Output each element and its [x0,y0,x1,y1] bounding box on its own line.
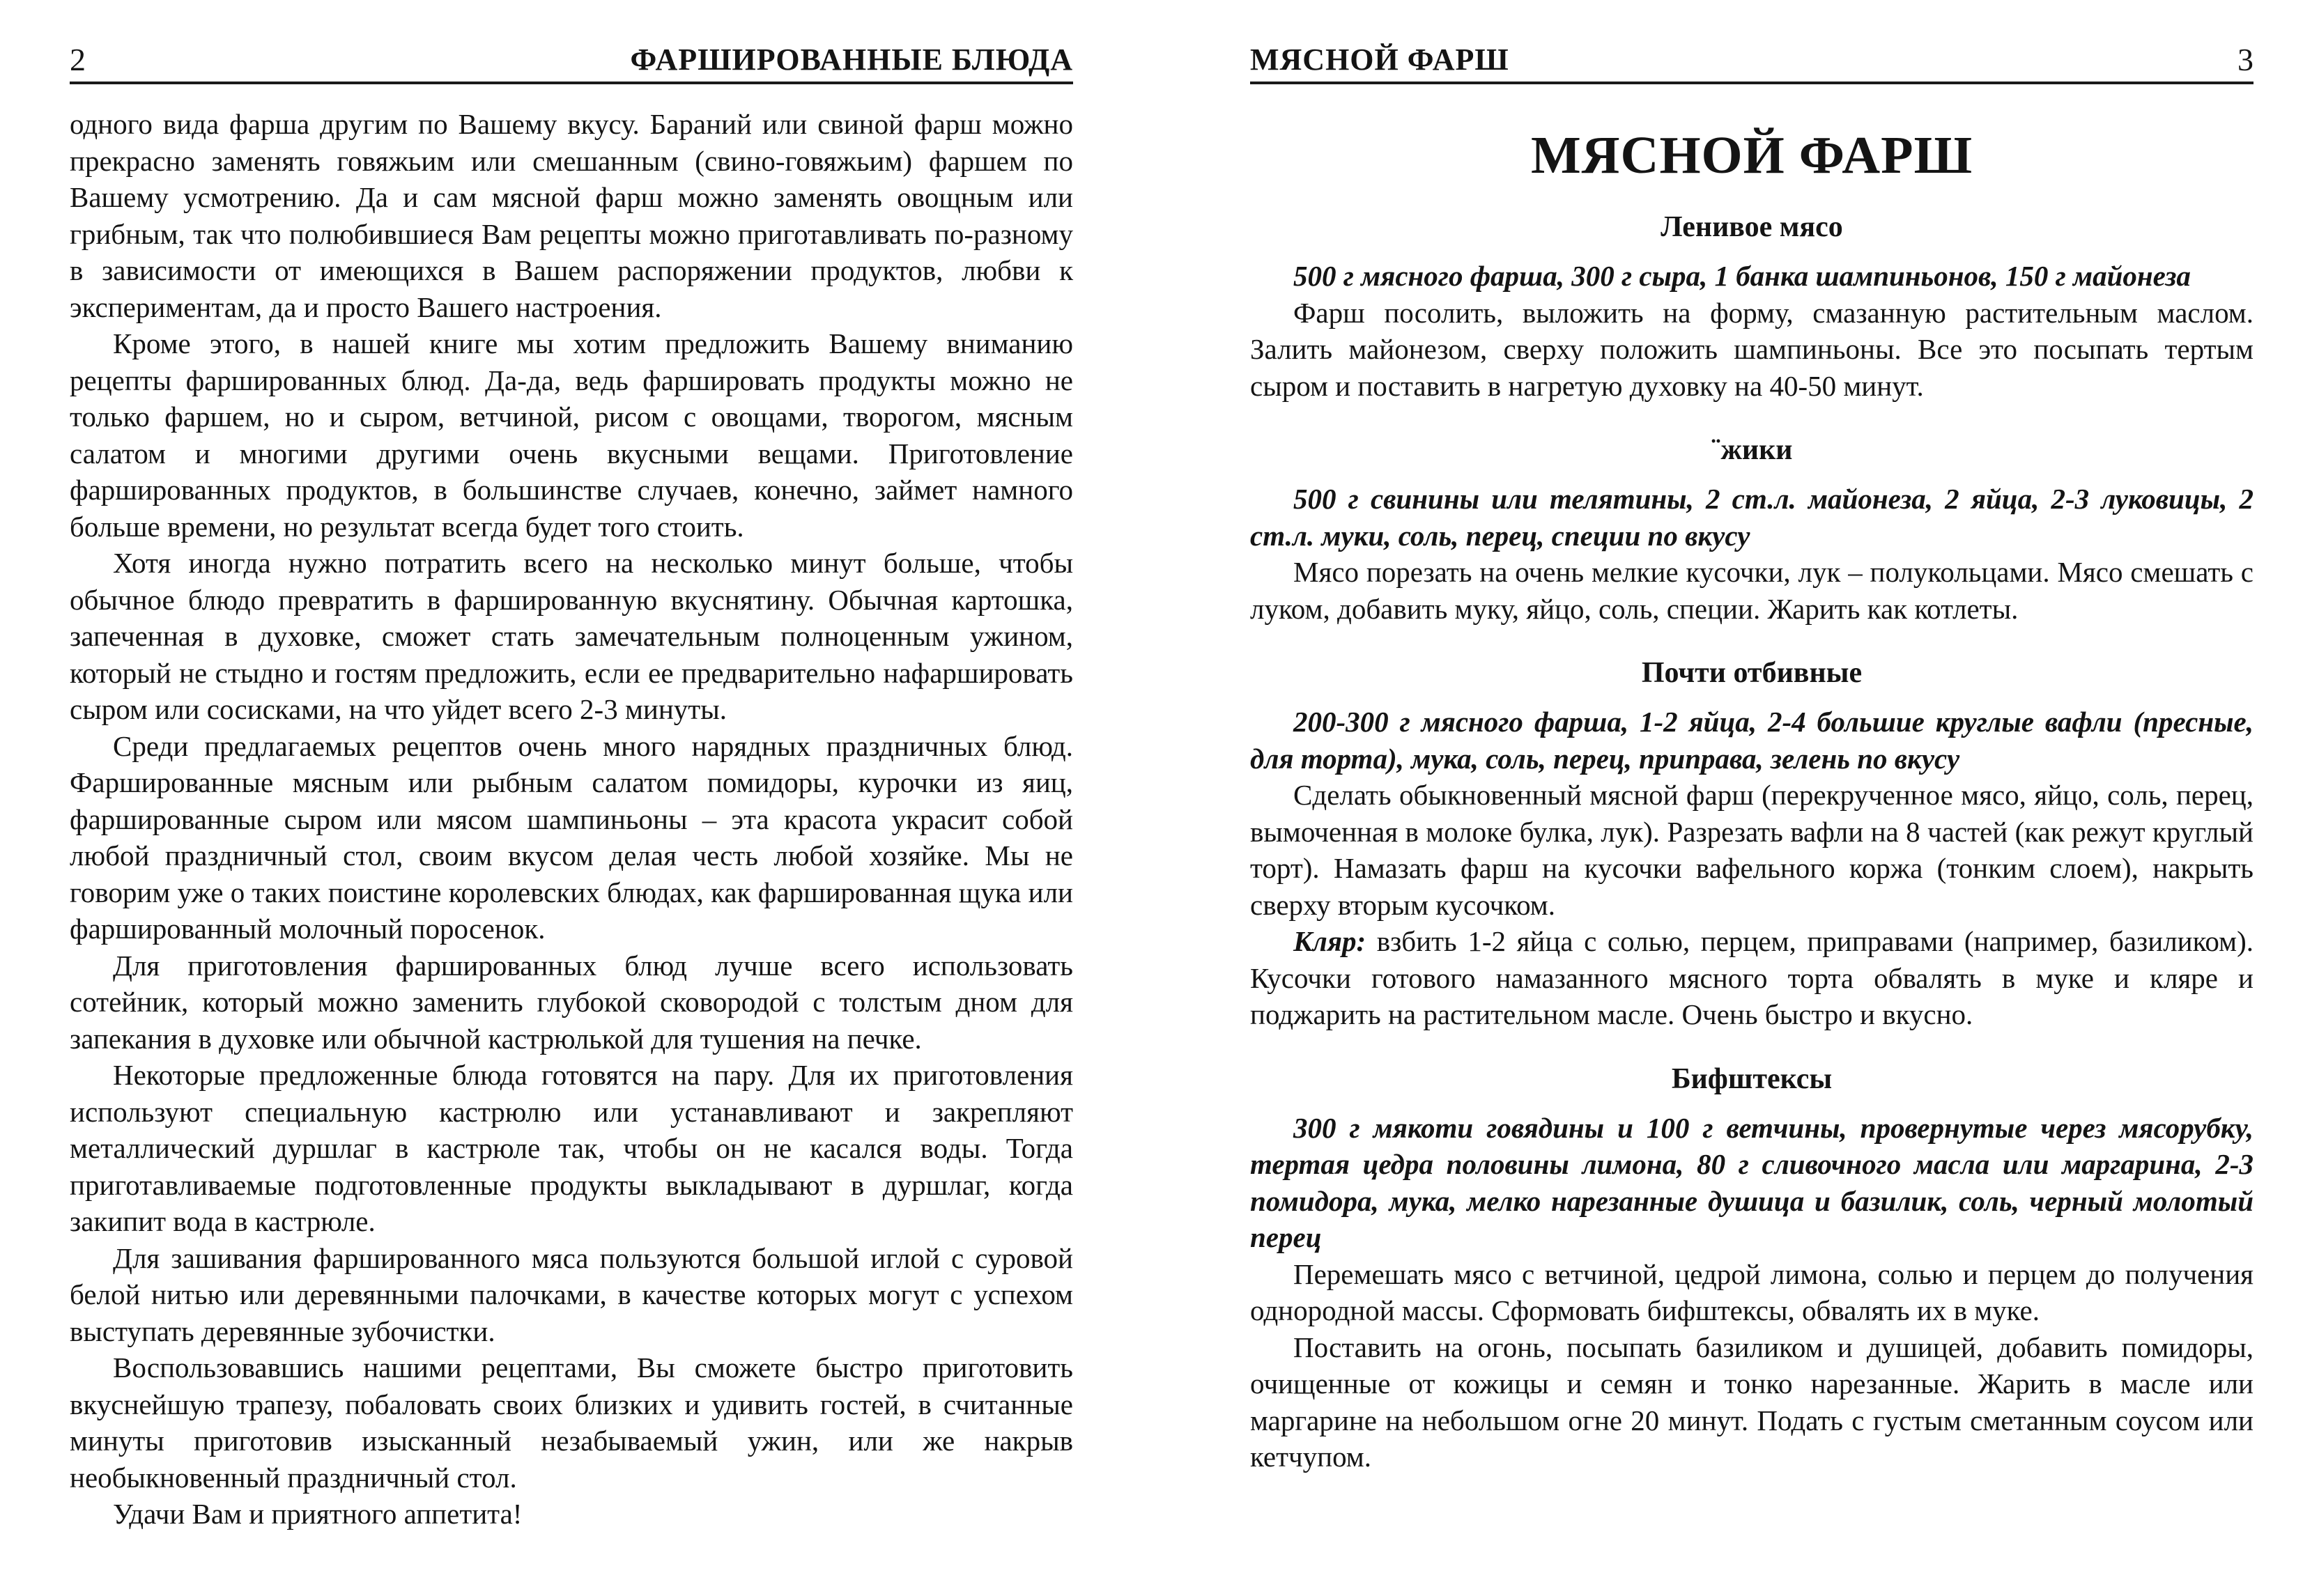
recipe-title: Почти отбивные [1641,657,1863,689]
recipe-ingredients: 200-300 г мясного фарша, 1-2 яйца, 2-4 большие круглые вафли (пресные, для торта), мука, соль, перец, приправа, зелень по вкусу [1250,706,2253,775]
recipe-ingredients: 300 г мякоти говядины и 100 г ветчины, провернутые через мясорубку, тертая цедра половины лимона, 80 г сливочного масла или маргарина, 2-3 помидора, мука, мелко нарезанные душица и базилик, соль, черный молотый перец [1250,1111,2253,1253]
recipe-step: Поставить на огонь, посыпать базиликом и душицей, добавить помидоры, очищенные от кожицы и семян и тонко нарезанные. Жарить в масле или маргарине на небольшом огне 20 минут. Подать с густым сметанным соусом или кетчупом. [1250,1331,2253,1473]
paragraph: Удачи Вам и приятного аппетита! [113,1498,523,1530]
batter-step [1250,923,2253,1033]
recipe-step: Перемешать мясо с ветчиной, цедрой лимона, солью и перцем до получения однородной массы. Сформовать бифштексы, обвалять их в муке. [1250,1257,2253,1326]
paragraph: Хотя иногда нужно потратить всего на несколько минут больше, чтобы обычное блюдо превратить в фаршированную вкуснятину. Обычная картошка, запеченная в духовке, сможет стать замечательным полноценным ужином, который не стыдно и гостям предложить, если ее предварительно нафаршировать сыром или сосисками, на что уйдет всего 2-3 минуты. [70,547,1073,725]
paragraph: Среди предлагаемых рецептов очень много нарядных праздничных блюд. Фаршированные мясным или рыбным салатом помидоры, курочки из яиц, фаршированные сыром или мясом шампиньоны – эта красота украсит собой любой праздничный стол, своим вкусом делая честь любой хозяйке. Мы не говорим уже о таких поистине королевских блюдах, как фаршированная щука или фаршированный молочный поросенок. [70,729,1073,945]
recipe-almost-chops [1250,655,2253,1033]
paragraph: Для приготовления фаршированных блюд лучше всего использовать сотейник, который можно заменить глубокой сковородой с толстым дном для запекания в духовке или обычной кастрюлькой для тушения на печке. [70,949,1073,1055]
paragraph: Для зашивания фаршированного мяса пользуются большой иглой с суровой белой нитью или деревянными палочками, в качестве которых могут с успехом выступать деревянные зубочистки. [70,1241,1073,1347]
recipe-step: Сделать обыкновенный мясной фарш (перекрученное мясо, яйцо, соль, перец, вымоченная в молоке булка, лук). Разрезать вафли на 8 частей (как режут круглый торт). Намазать фарш на кусочки вафельного коржа (тонким слоем), накрыть сверху вторым кусочком. [1250,779,2253,921]
section-title: МЯСНОЙ ФАРШ [1530,126,1973,185]
recipe-title: Ленивое мясо [1661,211,1843,243]
right-page [1160,0,2319,1596]
recipe-hedgehogs [1250,432,2253,627]
recipe-ingredients: 500 г мясного фарша, 300 г сыра, 1 банка шампиньонов, 150 г майонеза [1293,260,2191,292]
recipe-step: Фарш посолить, выложить на форму, смазанную растительным маслом. Залить майонезом, сверху положить шампиньоны. Все это посыпать тертым сыром и поставить в нагретую духовку на 40-50 минут. [1250,296,2253,402]
page-number-right: 3 [2237,42,2253,77]
running-title-left: ФАРШИРОВАННЫЕ БЛЮДА [630,42,1073,77]
left-running-header [70,38,1073,84]
recipe-steaks [1250,1061,2253,1475]
recipe-ingredients: 500 г свинины или телятины, 2 ст.л. майонеза, 2 яйца, 2-3 луковицы, 2 ст.л. муки, соль, перец, специи по вкусу [1250,483,2253,552]
paragraph: одного вида фарша другим по Вашему вкусу. Бараний или свиной фарш можно прекрасно заменять говяжьим или смешанным (свино-говяжьим) фаршем по Вашему усмотрению. Да и сам мясной фарш можно заменять овощным или грибным, так что полюбившиеся Вам рецепты можно приготавливать по-разному в зависимости от имеющихся в Вашем распоряжении продуктов, любви к экспериментам, да и просто Вашего настроения. [70,108,1073,323]
recipe-title: Бифштексы [1671,1062,1833,1095]
paragraph: Воспользовавшись нашими рецептами, Вы сможете быстро приготовить вкуснейшую трапезу, побаловать своих близких и удивить гостей, в считанные минуты приготовив изысканный незабываемый ужин, или же накрыв необыкновенный праздничный стол. [70,1351,1073,1494]
paragraph: Некоторые предложенные блюда готовятся на пару. Для их приготовления используют специальную кастрюлю или устанавливают и закрепляют металлический дуршлаг в кастрюле так, чтобы он не касался воды. Тогда приготавливаемые подготовленные продукты выкладывают в дуршлаг, когда закипит вода в кастрюле. [70,1059,1073,1237]
recipe-lazy-meat [1250,209,2253,404]
right-running-header [1250,38,2253,84]
recipe-step: Мясо порезать на очень мелкие кусочки, лук – полукольцами. Мясо смешать с луком, добавить муку, яйцо, соль, специи. Жарить как котлеты. [1250,556,2253,625]
batter-label: Кляр: [1293,925,1366,957]
left-body-text [70,106,1073,1533]
batter-text: взбить 1-2 яйца с солью, перцем, приправами (например, базиликом). Кусочки готового намазанного мясного торта обвалять в муке и кляре и поджарить на растительном масле. Очень быстро и вкусно. [1250,925,2253,1030]
right-body-text [1250,124,2253,1503]
running-title-right: МЯСНОЙ ФАРШ [1250,42,1509,77]
page-number-left: 2 [70,42,86,77]
paragraph: Кроме этого, в нашей книге мы хотим предложить Вашему вниманию рецепты фаршированных блюд. Да-да, ведь фаршировать продукты можно не только фаршем, но и сыром, ветчиной, рисом с овощами, творогом, мясным салатом и многими другими очень вкусными вещами. Приготовление фаршированных продуктов, в большинстве случаев, конечно, займет намного больше времени, но результат всегда будет того стоить. [70,327,1073,543]
recipe-title: ¨жики [1711,434,1793,466]
